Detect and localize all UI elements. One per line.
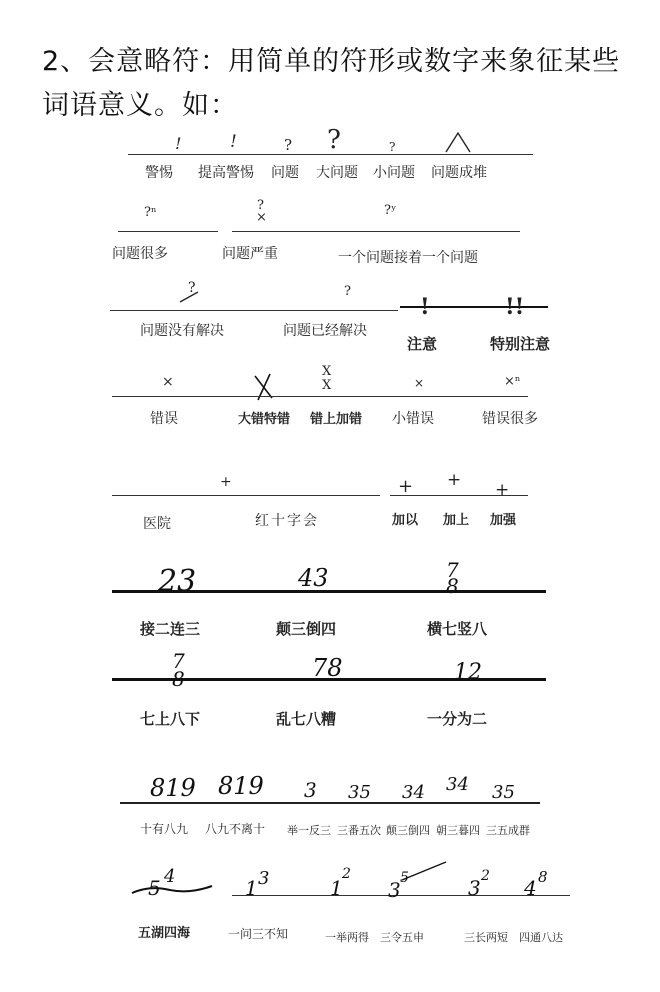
row5-line-0 — [112, 495, 380, 496]
row6-label-0: 接二连三 — [140, 620, 201, 638]
row5-symbol-3: + — [495, 480, 510, 500]
row7-symbol-1: 78 — [312, 654, 343, 682]
row5-label-4: 加强 — [490, 513, 517, 528]
row9-symbol-9: 2 — [481, 868, 490, 884]
row3-label-2: 注意 — [407, 335, 438, 353]
row1-label-4: 小问题 — [373, 165, 415, 181]
row5-symbol-1: + — [398, 476, 414, 497]
row1-label-5: 问题成堆 — [431, 165, 487, 181]
row4-label-0: 错误 — [150, 411, 178, 427]
row1-symbol-2: ? — [284, 136, 293, 154]
row3-symbol-3: !! — [505, 294, 525, 320]
row9-label-2: 一举两得 — [325, 931, 369, 944]
row9-label-5: 四通八达 — [519, 931, 563, 944]
row8-symbol-3: 35 — [348, 782, 371, 803]
row6-symbol-2: 78 — [446, 558, 459, 598]
row8-symbol-2: 3 — [304, 778, 317, 802]
row8-label-3: 三番五次 — [337, 824, 381, 837]
row8-label-1: 八九不离十 — [205, 822, 266, 836]
row9-symbol-10: 4 — [524, 876, 537, 900]
row8-symbol-6: 35 — [492, 782, 515, 803]
row9-label-0: 五湖四海 — [138, 926, 191, 941]
row8-label-2: 举一反三 — [287, 824, 331, 837]
row2-symbol-1: ? — [257, 198, 264, 213]
row4-symbol-3: × — [414, 376, 425, 390]
row1-symbol-0: ! — [175, 134, 182, 153]
row3-symbol-0: ? — [188, 280, 196, 296]
row3-symbol-2: ! — [420, 294, 430, 320]
row2-x-mark: × — [256, 210, 267, 225]
row3-symbol-1: ? — [344, 284, 351, 299]
row9-symbol-0: 5 — [148, 876, 161, 900]
row8-symbol-5: 34 — [446, 774, 469, 795]
row7-label-2: 一分为二 — [427, 710, 488, 728]
row1-symbol-4: ? — [389, 140, 396, 154]
row2-label-2: 一个问题接着一个问题 — [338, 250, 478, 266]
row9-symbol-4: 1 — [330, 876, 343, 900]
row9-label-3: 三令五申 — [380, 931, 424, 944]
row8-label-6: 三五成群 — [486, 824, 530, 837]
row8-symbol-4: 34 — [402, 782, 425, 803]
row5-label-3: 加上 — [443, 513, 470, 528]
row5-label-2: 加以 — [392, 513, 419, 528]
row2-line-0 — [118, 231, 218, 232]
row2-symbol-0: ?ⁿ — [144, 205, 157, 220]
row2-label-1: 问题严重 — [222, 246, 278, 262]
row4-line — [112, 396, 528, 397]
row2-label-0: 问题很多 — [112, 246, 168, 262]
row7-symbol-2: 12 — [454, 660, 482, 685]
row8-symbol-0: 819 — [150, 774, 196, 802]
row7-symbol-0: 78 — [172, 649, 185, 691]
row1-label-2: 问题 — [271, 165, 299, 181]
row4-symbol-2b: X — [322, 378, 332, 393]
row9-symbol-11: 8 — [538, 868, 548, 886]
row3-label-3: 特别注意 — [490, 335, 551, 353]
row9-symbol-8: 3 — [468, 876, 481, 900]
row6-symbol-1: 43 — [298, 564, 329, 592]
row9-symbol-1: 4 — [164, 866, 176, 887]
row5-label-0: 医院 — [143, 516, 171, 532]
row5-label-1: 红十字会 — [255, 513, 319, 529]
pile-triangle-icon — [446, 133, 470, 152]
row6-label-1: 颠三倒四 — [276, 620, 337, 638]
row9-symbol-5: 2 — [342, 866, 351, 882]
row9-wave-icon — [132, 886, 212, 893]
row8-line — [120, 802, 540, 804]
row9-label-4: 三长两短 — [464, 931, 508, 944]
row4-label-1: 大错特错 — [238, 412, 291, 427]
row4-symbol-4: ×ⁿ — [504, 374, 521, 389]
row1-label-0: 警惕 — [145, 165, 173, 181]
row6-symbol-0: 23 — [158, 564, 197, 599]
row2-symbol-2: ?ʸ — [384, 203, 397, 218]
row9-symbol-6: 3 — [388, 878, 401, 902]
row8-symbol-1: 819 — [218, 772, 264, 800]
row7-label-0: 七上八下 — [140, 710, 201, 728]
row4-symbol-0: × — [162, 374, 174, 390]
row4-label-4: 错误很多 — [482, 411, 538, 427]
row9-label-1: 一问三不知 — [228, 927, 289, 941]
row9-symbol-7: 5 — [400, 870, 409, 886]
row4-label-2: 错上加错 — [310, 412, 363, 427]
row8-label-0: 十有八九 — [140, 822, 189, 836]
row9-symbol-3: 3 — [258, 868, 270, 889]
row9-symbol-2: 1 — [245, 876, 258, 900]
row4-label-3: 小错误 — [392, 411, 434, 427]
row1-label-1: 提高警惕 — [198, 165, 254, 181]
row2-line-1 — [232, 231, 520, 232]
row3-label-0: 问题没有解决 — [140, 323, 224, 339]
row5-symbol-0: + — [220, 474, 232, 490]
row1-symbol-1: ! — [230, 132, 237, 152]
heading: 2、会意略符：用简单的符形或数字来象征某些词语意义。如： — [42, 46, 621, 121]
row1-label-3: 大问题 — [316, 165, 358, 181]
row8-label-4: 颠三倒四 — [386, 824, 430, 837]
row9-line — [232, 895, 570, 896]
row6-label-2: 横七竖八 — [427, 620, 488, 638]
row5-symbol-2: + — [447, 470, 462, 490]
row7-label-1: 乱七八糟 — [276, 710, 337, 728]
row1-symbol-3: ? — [327, 125, 341, 155]
row3-line-0 — [110, 310, 398, 311]
row8-label-5: 朝三暮四 — [436, 824, 480, 837]
row4-symbol-2: X — [322, 364, 332, 379]
row3-label-1: 问题已经解决 — [283, 323, 367, 339]
